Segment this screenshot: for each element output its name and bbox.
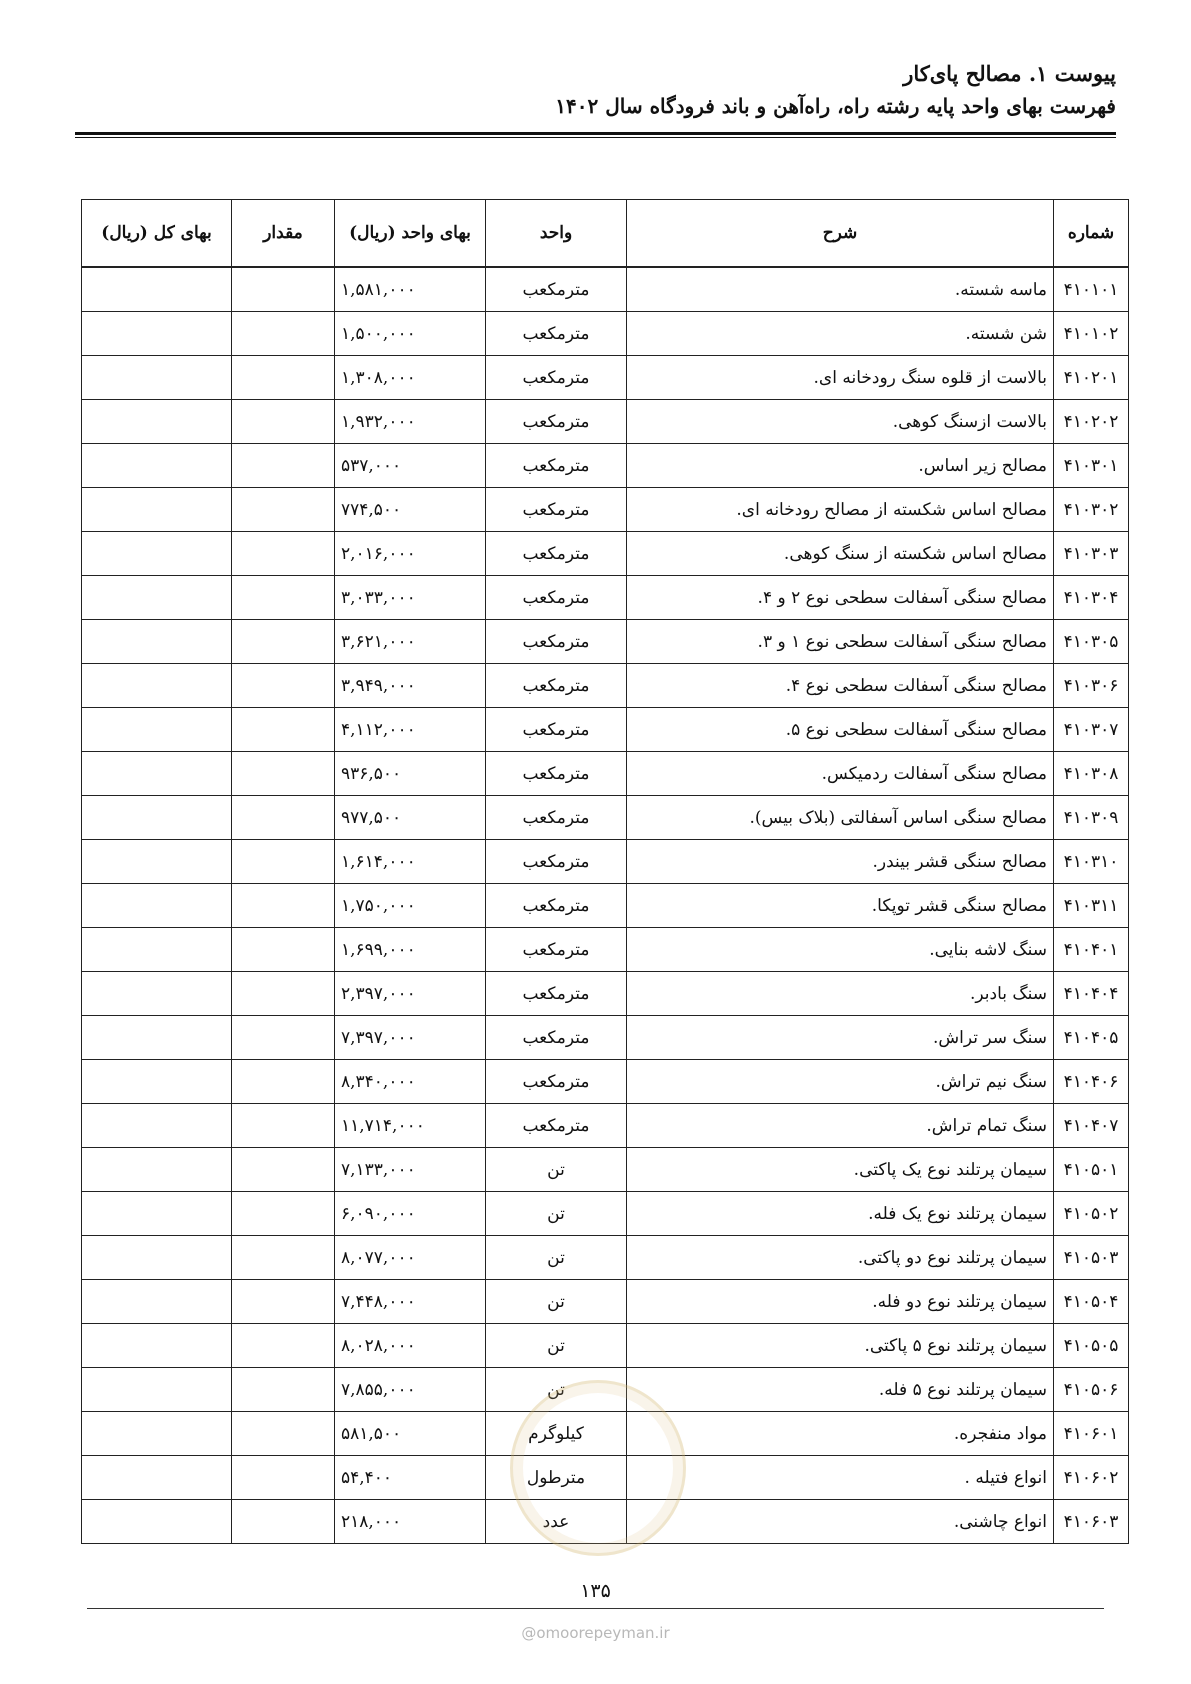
watermark-url: @omoorepeyman.ir	[521, 1624, 670, 1642]
cell-quantity	[232, 1368, 335, 1412]
cell-unit-price: ۲۱۸,۰۰۰	[335, 1500, 486, 1544]
cell-quantity	[232, 1148, 335, 1192]
header-title: پیوست ۱. مصالح پای‌کار	[903, 61, 1116, 86]
header-unit-price: بهای واحد (ریال)	[335, 200, 486, 268]
cell-quantity	[232, 488, 335, 532]
cell-unit: مترمکعب	[486, 796, 627, 840]
cell-description: انواع چاشنی.	[627, 1500, 1054, 1544]
cell-unit-price: ۸,۳۴۰,۰۰۰	[335, 1060, 486, 1104]
cell-code: ۴۱۰۳۰۱	[1054, 444, 1129, 488]
cell-description: سنگ لاشه بنایی.	[627, 928, 1054, 972]
cell-total-price	[82, 1280, 232, 1324]
cell-total-price	[82, 1148, 232, 1192]
cell-description: سیمان پرتلند نوع ۵ فله.	[627, 1368, 1054, 1412]
header-unit: واحد	[486, 200, 627, 268]
cell-quantity	[232, 840, 335, 884]
table-header-row	[82, 200, 1129, 268]
footer-rule	[87, 1608, 1104, 1609]
table-row	[82, 488, 1129, 532]
cell-unit-price: ۱,۶۱۴,۰۰۰	[335, 840, 486, 884]
cell-unit: مترمکعب	[486, 928, 627, 972]
cell-unit: مترمکعب	[486, 1060, 627, 1104]
cell-code: ۴۱۰۳۱۱	[1054, 884, 1129, 928]
cell-quantity	[232, 400, 335, 444]
cell-code: ۴۱۰۳۰۲	[1054, 488, 1129, 532]
cell-unit: مترمکعب	[486, 1016, 627, 1060]
cell-total-price	[82, 1324, 232, 1368]
table-row	[82, 1500, 1129, 1544]
table-row	[82, 444, 1129, 488]
cell-description: سنگ بادبر.	[627, 972, 1054, 1016]
cell-unit: مترمکعب	[486, 620, 627, 664]
cell-code: ۴۱۰۴۰۶	[1054, 1060, 1129, 1104]
cell-code: ۴۱۰۱۰۱	[1054, 267, 1129, 312]
cell-quantity	[232, 532, 335, 576]
table-row	[82, 1016, 1129, 1060]
cell-quantity	[232, 928, 335, 972]
cell-unit: مترطول	[486, 1456, 627, 1500]
cell-unit: مترمکعب	[486, 400, 627, 444]
cell-quantity	[232, 1016, 335, 1060]
cell-total-price	[82, 576, 232, 620]
cell-unit: تن	[486, 1280, 627, 1324]
cell-description: مواد منفجره.	[627, 1412, 1054, 1456]
cell-unit-price: ۱,۵۰۰,۰۰۰	[335, 312, 486, 356]
table-row	[82, 1368, 1129, 1412]
cell-code: ۴۱۰۵۰۳	[1054, 1236, 1129, 1280]
cell-quantity	[232, 1280, 335, 1324]
cell-quantity	[232, 620, 335, 664]
cell-total-price	[82, 1368, 232, 1412]
cell-code: ۴۱۰۵۰۵	[1054, 1324, 1129, 1368]
cell-unit: مترمکعب	[486, 840, 627, 884]
cell-total-price	[82, 532, 232, 576]
cell-code: ۴۱۰۳۰۹	[1054, 796, 1129, 840]
cell-code: ۴۱۰۳۰۸	[1054, 752, 1129, 796]
cell-unit-price: ۵۸۱,۵۰۰	[335, 1412, 486, 1456]
cell-unit-price: ۳,۶۲۱,۰۰۰	[335, 620, 486, 664]
cell-unit-price: ۹۳۶,۵۰۰	[335, 752, 486, 796]
table-row	[82, 884, 1129, 928]
cell-total-price	[82, 1412, 232, 1456]
price-table	[81, 199, 1129, 1544]
cell-unit-price: ۶,۰۹۰,۰۰۰	[335, 1192, 486, 1236]
cell-unit-price: ۵۳۷,۰۰۰	[335, 444, 486, 488]
cell-description: مصالح سنگی آسفالت سطحی نوع ۲ و ۴.	[627, 576, 1054, 620]
cell-description: بالاست ازسنگ کوهی.	[627, 400, 1054, 444]
table-row	[82, 664, 1129, 708]
cell-unit: مترمکعب	[486, 664, 627, 708]
page-number: ۱۳۵	[580, 1580, 611, 1602]
cell-description: مصالح سنگی اساس آسفالتی (بلاک بیس).	[627, 796, 1054, 840]
cell-quantity	[232, 972, 335, 1016]
cell-description: مصالح اساس شکسته از مصالح رودخانه ای.	[627, 488, 1054, 532]
cell-quantity	[232, 1324, 335, 1368]
cell-quantity	[232, 1500, 335, 1544]
table-row	[82, 1060, 1129, 1104]
cell-total-price	[82, 444, 232, 488]
cell-code: ۴۱۰۳۰۳	[1054, 532, 1129, 576]
table-row	[82, 356, 1129, 400]
cell-quantity	[232, 1104, 335, 1148]
cell-unit: مترمکعب	[486, 708, 627, 752]
table-row	[82, 1104, 1129, 1148]
cell-unit: مترمکعب	[486, 884, 627, 928]
cell-code: ۴۱۰۴۰۷	[1054, 1104, 1129, 1148]
cell-description: مصالح سنگی آسفالت سطحی نوع ۴.	[627, 664, 1054, 708]
cell-unit: مترمکعب	[486, 752, 627, 796]
table-row	[82, 928, 1129, 972]
cell-unit-price: ۸,۰۲۸,۰۰۰	[335, 1324, 486, 1368]
cell-unit-price: ۴,۱۱۲,۰۰۰	[335, 708, 486, 752]
cell-total-price	[82, 356, 232, 400]
table-row	[82, 1456, 1129, 1500]
cell-unit-price: ۱,۷۵۰,۰۰۰	[335, 884, 486, 928]
cell-total-price	[82, 1104, 232, 1148]
table-row	[82, 708, 1129, 752]
header-code: شماره	[1054, 200, 1129, 268]
cell-description: بالاست از قلوه سنگ رودخانه ای.	[627, 356, 1054, 400]
cell-total-price	[82, 1236, 232, 1280]
cell-total-price	[82, 1016, 232, 1060]
cell-total-price	[82, 312, 232, 356]
cell-quantity	[232, 796, 335, 840]
table-row	[82, 312, 1129, 356]
cell-code: ۴۱۰۶۰۱	[1054, 1412, 1129, 1456]
cell-unit: مترمکعب	[486, 488, 627, 532]
table-row	[82, 1324, 1129, 1368]
cell-total-price	[82, 796, 232, 840]
cell-unit: مترمکعب	[486, 267, 627, 312]
cell-total-price	[82, 1192, 232, 1236]
cell-unit: تن	[486, 1368, 627, 1412]
cell-description: شن شسته.	[627, 312, 1054, 356]
cell-description: سنگ نیم تراش.	[627, 1060, 1054, 1104]
cell-description: مصالح سنگی قشر توپکا.	[627, 884, 1054, 928]
cell-unit-price: ۸,۰۷۷,۰۰۰	[335, 1236, 486, 1280]
cell-unit: تن	[486, 1236, 627, 1280]
cell-unit-price: ۱,۶۹۹,۰۰۰	[335, 928, 486, 972]
cell-description: انواع فتیله .	[627, 1456, 1054, 1500]
cell-description: سنگ سر تراش.	[627, 1016, 1054, 1060]
cell-description: مصالح زیر اساس.	[627, 444, 1054, 488]
cell-unit-price: ۷,۱۳۳,۰۰۰	[335, 1148, 486, 1192]
cell-code: ۴۱۰۲۰۱	[1054, 356, 1129, 400]
cell-description: سنگ تمام تراش.	[627, 1104, 1054, 1148]
cell-quantity	[232, 752, 335, 796]
cell-total-price	[82, 488, 232, 532]
cell-total-price	[82, 1060, 232, 1104]
cell-total-price	[82, 752, 232, 796]
cell-unit: تن	[486, 1324, 627, 1368]
cell-code: ۴۱۰۳۰۴	[1054, 576, 1129, 620]
table-row	[82, 752, 1129, 796]
cell-total-price	[82, 972, 232, 1016]
cell-unit: مترمکعب	[486, 1104, 627, 1148]
cell-total-price	[82, 928, 232, 972]
cell-description: مصالح اساس شکسته از سنگ کوهی.	[627, 532, 1054, 576]
cell-quantity	[232, 1060, 335, 1104]
cell-unit-price: ۷,۸۵۵,۰۰۰	[335, 1368, 486, 1412]
cell-code: ۴۱۰۵۰۶	[1054, 1368, 1129, 1412]
cell-total-price	[82, 708, 232, 752]
cell-total-price	[82, 1500, 232, 1544]
table-row	[82, 576, 1129, 620]
header-rule-thick	[75, 132, 1116, 135]
cell-unit-price: ۷۷۴,۵۰۰	[335, 488, 486, 532]
cell-unit: مترمکعب	[486, 532, 627, 576]
cell-total-price	[82, 1456, 232, 1500]
cell-code: ۴۱۰۵۰۱	[1054, 1148, 1129, 1192]
cell-unit-price: ۱,۹۳۲,۰۰۰	[335, 400, 486, 444]
header-quantity: مقدار	[232, 200, 335, 268]
cell-description: مصالح سنگی آسفالت سطحی نوع ۵.	[627, 708, 1054, 752]
cell-unit-price: ۷,۴۴۸,۰۰۰	[335, 1280, 486, 1324]
table-row	[82, 840, 1129, 884]
cell-code: ۴۱۰۶۰۳	[1054, 1500, 1129, 1544]
cell-code: ۴۱۰۵۰۲	[1054, 1192, 1129, 1236]
cell-description: مصالح سنگی قشر بیندر.	[627, 840, 1054, 884]
cell-code: ۴۱۰۶۰۲	[1054, 1456, 1129, 1500]
cell-unit-price: ۹۷۷,۵۰۰	[335, 796, 486, 840]
cell-quantity	[232, 1456, 335, 1500]
header-subtitle: فهرست بهای واحد پایه رشته راه، راه‌آهن و باند فرودگاه سال ۱۴۰۲	[555, 94, 1116, 118]
cell-unit-price: ۷,۳۹۷,۰۰۰	[335, 1016, 486, 1060]
table-row	[82, 1192, 1129, 1236]
cell-unit: مترمکعب	[486, 312, 627, 356]
table-row	[82, 400, 1129, 444]
cell-total-price	[82, 884, 232, 928]
cell-description: سیمان پرتلند نوع دو فله.	[627, 1280, 1054, 1324]
cell-code: ۴۱۰۳۱۰	[1054, 840, 1129, 884]
cell-description: سیمان پرتلند نوع دو پاکتی.	[627, 1236, 1054, 1280]
table-row	[82, 972, 1129, 1016]
cell-total-price	[82, 664, 232, 708]
cell-quantity	[232, 1192, 335, 1236]
cell-unit-price: ۵۴,۴۰۰	[335, 1456, 486, 1500]
header-total-price: بهای کل (ریال)	[82, 200, 232, 268]
cell-unit: کیلوگرم	[486, 1412, 627, 1456]
cell-code: ۴۱۰۵۰۴	[1054, 1280, 1129, 1324]
cell-unit-price: ۲,۰۱۶,۰۰۰	[335, 532, 486, 576]
cell-code: ۴۱۰۴۰۴	[1054, 972, 1129, 1016]
table-row	[82, 267, 1129, 312]
header-description: شرح	[627, 200, 1054, 268]
table-row	[82, 796, 1129, 840]
cell-total-price	[82, 267, 232, 312]
cell-code: ۴۱۰۴۰۵	[1054, 1016, 1129, 1060]
cell-quantity	[232, 884, 335, 928]
page-header	[75, 58, 1116, 122]
cell-quantity	[232, 576, 335, 620]
cell-quantity	[232, 1236, 335, 1280]
cell-description: سیمان پرتلند نوع یک فله.	[627, 1192, 1054, 1236]
cell-total-price	[82, 620, 232, 664]
cell-unit: مترمکعب	[486, 444, 627, 488]
cell-unit-price: ۱۱,۷۱۴,۰۰۰	[335, 1104, 486, 1148]
cell-code: ۴۱۰۱۰۲	[1054, 312, 1129, 356]
cell-unit: مترمکعب	[486, 972, 627, 1016]
cell-unit: تن	[486, 1148, 627, 1192]
cell-unit: مترمکعب	[486, 576, 627, 620]
cell-quantity	[232, 664, 335, 708]
cell-unit: عدد	[486, 1500, 627, 1544]
cell-unit-price: ۳,۹۴۹,۰۰۰	[335, 664, 486, 708]
cell-quantity	[232, 1412, 335, 1456]
table-row	[82, 1280, 1129, 1324]
cell-code: ۴۱۰۳۰۷	[1054, 708, 1129, 752]
cell-quantity	[232, 356, 335, 400]
cell-unit-price: ۲,۳۹۷,۰۰۰	[335, 972, 486, 1016]
cell-quantity	[232, 444, 335, 488]
cell-description: ماسه شسته.	[627, 267, 1054, 312]
cell-code: ۴۱۰۳۰۵	[1054, 620, 1129, 664]
table-row	[82, 1236, 1129, 1280]
cell-quantity	[232, 312, 335, 356]
cell-quantity	[232, 267, 335, 312]
table-row	[82, 620, 1129, 664]
cell-code: ۴۱۰۳۰۶	[1054, 664, 1129, 708]
cell-unit: مترمکعب	[486, 356, 627, 400]
table-row	[82, 532, 1129, 576]
cell-total-price	[82, 400, 232, 444]
table-row	[82, 1412, 1129, 1456]
cell-unit-price: ۱,۳۰۸,۰۰۰	[335, 356, 486, 400]
cell-code: ۴۱۰۲۰۲	[1054, 400, 1129, 444]
cell-unit-price: ۱,۵۸۱,۰۰۰	[335, 267, 486, 312]
cell-description: سیمان پرتلند نوع ۵ پاکتی.	[627, 1324, 1054, 1368]
cell-unit-price: ۳,۰۳۳,۰۰۰	[335, 576, 486, 620]
cell-quantity	[232, 708, 335, 752]
cell-description: مصالح سنگی آسفالت سطحی نوع ۱ و ۳.	[627, 620, 1054, 664]
cell-code: ۴۱۰۴۰۱	[1054, 928, 1129, 972]
header-rule-thin	[75, 137, 1116, 138]
cell-total-price	[82, 840, 232, 884]
cell-description: مصالح سنگی آسفالت ردمیکس.	[627, 752, 1054, 796]
cell-description: سیمان پرتلند نوع یک پاکتی.	[627, 1148, 1054, 1192]
cell-unit: تن	[486, 1192, 627, 1236]
table-row	[82, 1148, 1129, 1192]
